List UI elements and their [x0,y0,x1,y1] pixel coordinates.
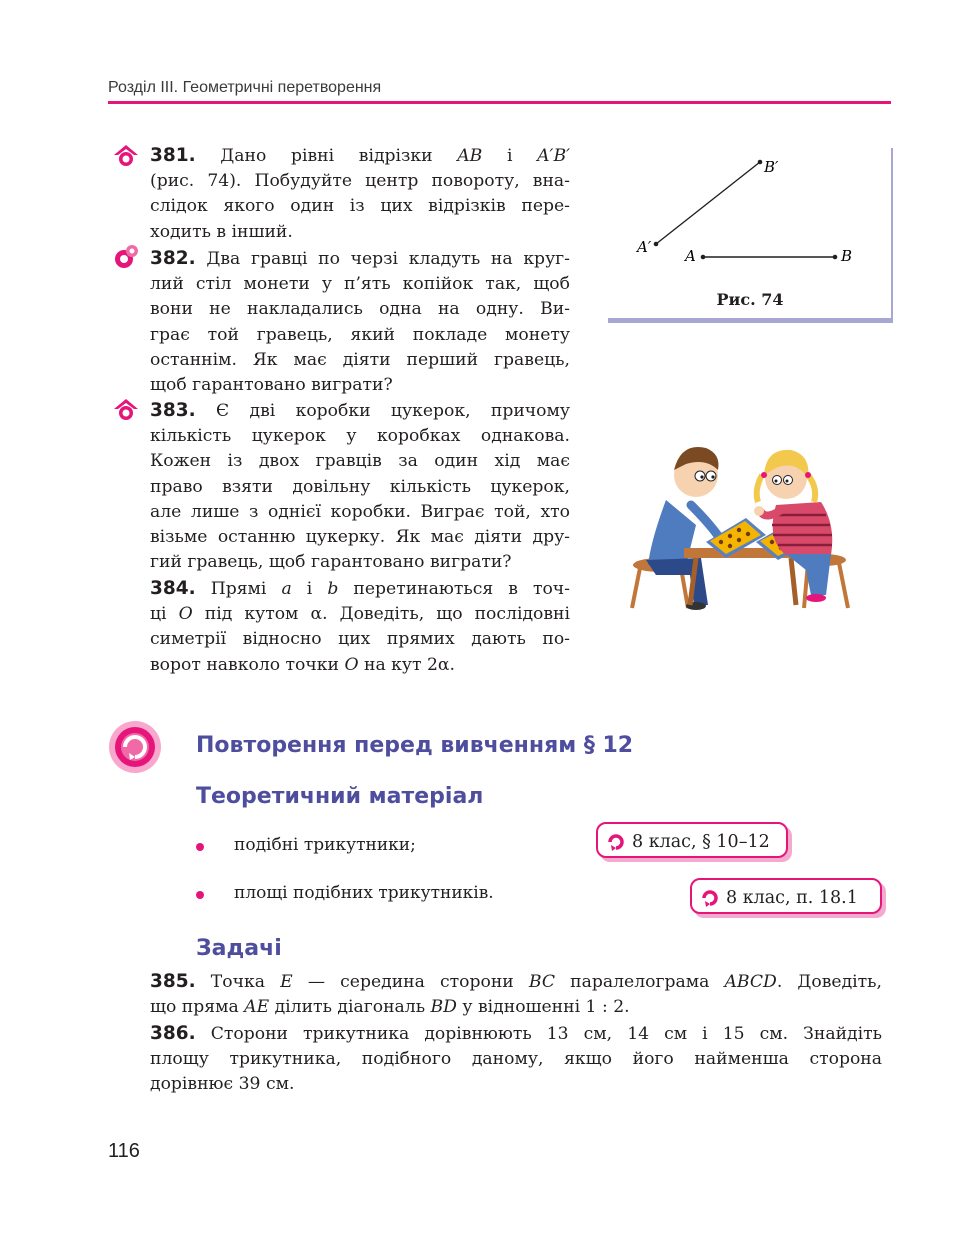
kids-illustration [626,430,852,610]
bullet-item-2: площі подібних трикутників. [234,883,494,903]
house-arrow-icon [112,397,140,423]
house-arrow-icon [112,143,140,169]
problem-number: 381. [150,145,196,166]
problem-383-line-1: 383. Є дві коробки цукерок, причому [150,400,570,421]
label-b-prime: B′ [764,158,779,176]
figure-frame-right [891,148,893,323]
bullet-dot [196,843,204,851]
point-a-prime [654,242,659,247]
label-b: B [841,247,853,265]
problem-383-line-2: кількість цукерок у коробках однакова. [150,426,570,447]
label-a-prime: A′ [637,238,652,256]
problem-382-line-2: лий стіл монети у п’ять копійок так, щоб [150,274,570,295]
point-a [701,255,706,260]
task-386-line-3: дорівнює 39 см. [150,1074,295,1095]
page-number: 116 [108,1140,140,1162]
task-number: 385. [150,971,196,992]
point-b [833,255,838,260]
review-arrow-icon [606,832,626,852]
problem-381-line-2: (рис. 74). Побудуйте центр повороту, вна- [150,171,570,192]
problem-381-line-1: 381. Дано рівні відрізки AB і A′B′ [150,145,570,166]
label-a: A [685,247,696,265]
chapter-title: Розділ ІІІ. Геометричні перетворення [108,79,382,96]
task-385 [150,969,882,1020]
problem-383-line-3: Кожен із двох гравців за один хід має [150,451,570,472]
problem-383 [150,398,570,575]
section-title: Повторення перед вивченням § 12 [196,733,634,758]
review-arrow-icon [700,888,720,908]
figure-caption: Рис. 74 [716,290,784,309]
problem-384-line-4: ворот навколо точки O на кут 2α. [150,654,455,675]
problem-382-line-1: 382. Два гравці по черзі кладуть на круг- [150,248,570,269]
problem-382-line-4: грає той гравець, який покладе монету [150,324,570,345]
task-386-line-2: площу трикутника, подібного даному, якщо його найменша сторона [150,1049,882,1070]
task-385-line-2: що пряма AE ділить діагональ BD у відношенні 1 : 2. [150,997,630,1018]
problem-381-line-3: слідок якого один із цих відрізків пере- [150,196,570,217]
reference-text: 8 клас, § 10–12 [632,832,770,852]
problem-381-line-4: ходить в інший. [150,221,293,242]
puzzle-icon [112,244,140,270]
problem-383-line-7: гий гравець, щоб гарантовано виграти? [150,552,512,573]
tasks-title: Задачі [196,936,282,961]
problem-number: 384. [150,578,196,599]
reference-box-1 [596,822,788,858]
problem-384-line-2: ці O під кутом α. Доведіть, що послідовні [150,604,571,625]
reference-text: 8 клас, п. 18.1 [726,888,858,908]
task-386 [150,1021,882,1098]
figure-frame-bottom [608,318,893,323]
problem-382 [150,246,570,398]
task-385-line-1: 385. Точка E — середина сторони BC паралелограма ABCD. Доведіть, [150,971,883,992]
theory-title: Теоретичний матеріал [196,784,484,809]
task-number: 386. [150,1023,196,1044]
problem-384-line-3: симетрії відносно цих прямих дають по- [150,629,570,650]
boy-pants [646,558,708,605]
problem-384-line-1: 384. Прямі a і b перетинаються в точ- [150,578,570,599]
problem-383-line-6: візьме останню цукерку. Як має діяти дру- [150,527,570,548]
bullet-item-1: подібні трикутники; [234,835,416,855]
point-b-prime [758,160,763,165]
review-spiral-icon [108,720,162,774]
bullet-dot [196,891,204,899]
reference-box-2 [690,878,882,914]
problem-383-line-5: але лише з однієї коробки. Виграє той, хто [150,501,570,522]
problem-383-line-4: право взяти довільну кількість цукерок, [150,476,570,497]
problem-number: 383. [150,400,196,421]
problem-381 [150,143,570,245]
problem-number: 382. [150,248,196,269]
segment-a-prime-b-prime [656,162,760,244]
problem-382-line-6: щоб гарантовано виграти? [150,375,393,396]
problem-382-line-3: вони не накладались одна на одну. Ви- [150,299,570,320]
problem-382-line-5: останнім. Як має діяти перший гравець, [150,349,570,370]
problem-384 [150,576,570,678]
header-divider [108,101,891,104]
task-386-line-1: 386. Сторони трикутника дорівнюють 13 см, 14 см і 15 см. Знайдіть [150,1023,882,1044]
